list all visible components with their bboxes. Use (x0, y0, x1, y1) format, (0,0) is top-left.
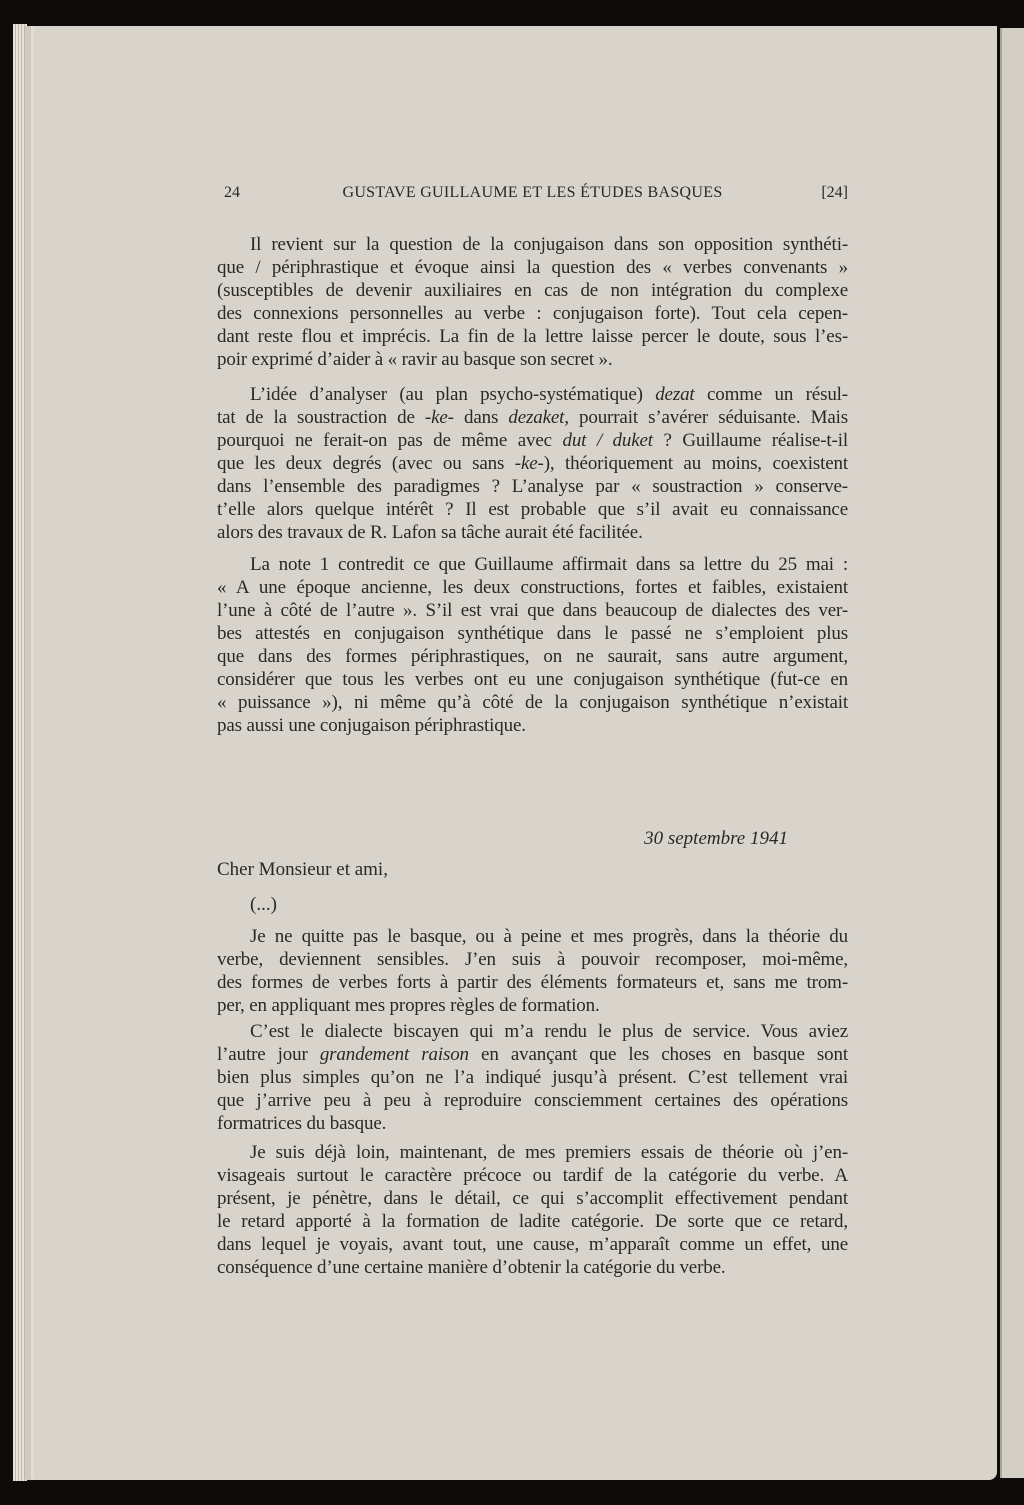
text-span: ), théoriquement au moins, coexistent (543, 453, 848, 474)
text-line (217, 971, 848, 994)
text-span: La note 1 contredit ce que Guillaume affirmait dans sa lettre du 25 mai : (250, 554, 848, 575)
text-span: pourrait s’avérer séduisante. Mais (568, 407, 848, 428)
text-span: que dans des formes périphrastiques, on ne saurait, sans autre argument, (217, 646, 848, 667)
page-number: 24 (224, 184, 240, 201)
italic-term: dut / duket (562, 430, 653, 451)
text-span: dans lequel je voyais, avant tout, une cause, m’apparaît comme un effet, une (217, 1234, 848, 1255)
text-span: alors des travaux de R. Lafon sa tâche aurait été facilitée. (217, 522, 643, 543)
text-span: que j’arrive peu à peu à reproduire consciemment certaines des opérations (217, 1090, 848, 1111)
text-line (217, 1233, 848, 1256)
text-span: l’une à côté de l’autre ». S’il est vrai que dans beaucoup de dialectes des ver- (217, 600, 848, 621)
text-line (217, 714, 848, 737)
letter-salutation: Cher Monsieur et ami, (217, 859, 388, 880)
text-line (217, 576, 848, 599)
letter-paragraph (217, 925, 848, 1017)
text-line (217, 1043, 848, 1066)
paragraph (217, 553, 848, 737)
text-span: (susceptibles de devenir auxiliaires en cas de non intégration du complexe (217, 280, 848, 301)
text-span: formatrices du basque. (217, 1113, 387, 1134)
text-line (217, 645, 848, 668)
text-line (217, 1020, 848, 1043)
text-span: des connexions personnelles au verbe : conjugaison forte). Tout cela cepen- (217, 303, 848, 324)
text-span: verbe, deviennent sensibles. J’en suis à pouvoir recomposer, moi-même, (217, 949, 848, 970)
text-line (217, 1164, 848, 1187)
text-span: l’autre jour (217, 1044, 320, 1065)
text-line (217, 383, 848, 406)
letter-date: 30 septembre 1941 (644, 828, 788, 849)
text-span: en avançant que les choses en basque sont (468, 1044, 848, 1065)
text-line (217, 256, 848, 279)
text-span: Je suis déjà loin, maintenant, de mes premiers essais de théorie où j’en- (250, 1142, 848, 1163)
bracket-page-number: [24] (821, 184, 848, 201)
italic-term: grandement raison (319, 1044, 469, 1065)
text-line (217, 1210, 848, 1233)
text-span: bes attestés en conjugaison synthétique dans le passé ne s’emploient plus (217, 623, 848, 644)
text-line (217, 406, 848, 429)
text-line (217, 475, 848, 498)
text-line (217, 302, 848, 325)
text-span: Il revient sur la question de la conjugaison dans son opposition synthéti- (250, 234, 848, 255)
text-line (217, 279, 848, 302)
text-line (217, 925, 848, 948)
text-line (217, 1256, 848, 1279)
text-span: considérer que tous les verbes ont eu une conjugaison synthétique (fut-ce en (217, 669, 848, 690)
italic-term: dezaket, (508, 407, 569, 428)
text-line (217, 622, 848, 645)
text-span: tat de la soustraction de (217, 407, 425, 428)
text-line (217, 1187, 848, 1210)
running-title: GUSTAVE GUILLAUME ET LES ÉTUDES BASQUES (342, 184, 723, 201)
text-line (217, 948, 848, 971)
text-span: comme un résul- (694, 384, 848, 405)
text-line (217, 1141, 848, 1164)
paragraph (217, 233, 848, 371)
italic-term: dezat (655, 384, 695, 405)
text-span: que / périphrastique et évoque ainsi la question des « verbes convenants » (217, 257, 848, 278)
text-line (217, 233, 848, 256)
text-line (217, 452, 848, 475)
text-line (217, 599, 848, 622)
text-span: dans (453, 407, 509, 428)
letter-paragraph (217, 1141, 848, 1279)
facing-page-edge (1000, 28, 1024, 1478)
text-span: des formes de verbes forts à partir des éléments formateurs et, sans me trom- (217, 972, 848, 993)
letter-paragraph (217, 1020, 848, 1135)
text-span: Je ne quitte pas le basque, ou à peine et mes progrès, dans la théorie du (250, 926, 848, 947)
text-line (217, 498, 848, 521)
text-span: t’elle alors quelque intérêt ? Il est probable que s’il avait eu connaissance (217, 499, 848, 520)
text-span: que les deux degrés (avec ou sans (217, 453, 515, 474)
italic-term: -ke- (514, 453, 544, 474)
text-line (217, 553, 848, 576)
omission-marker: (...) (250, 894, 277, 915)
text-span: pas aussi une conjugaison périphrastique. (217, 715, 526, 736)
text-span: présent, je pénètre, dans le détail, ce qui s’accomplit effectivement pendant (217, 1188, 848, 1209)
text-span: L’idée d’analyser (au plan psycho-systématique) (250, 384, 656, 405)
text-span: conséquence d’une certaine manière d’obtenir la catégorie du verbe. (217, 1257, 726, 1278)
text-span: per, en appliquant mes propres règles de formation. (217, 995, 600, 1016)
text-span: le retard apporté à la formation de ladite catégorie. De sorte que ce retard, (217, 1211, 848, 1232)
text-line (217, 1089, 848, 1112)
text-span: dant reste flou et imprécis. La fin de la lettre laisse percer le doute, sous l’es- (217, 326, 848, 347)
text-span: ? Guillaume réalise-t-il (652, 430, 848, 451)
text-line (217, 1112, 848, 1135)
paragraph (217, 383, 848, 544)
text-line (217, 348, 848, 371)
text-span: C’est le dialecte biscayen qui m’a rendu le plus de service. Vous aviez (250, 1021, 848, 1042)
text-line (217, 521, 848, 544)
text-line (217, 1066, 848, 1089)
running-header (217, 184, 848, 206)
text-span: « puissance »), ni même qu’à côté de la conjugaison synthétique n’existait (217, 692, 848, 713)
text-line (217, 668, 848, 691)
text-span: « A une époque ancienne, les deux constructions, fortes et faibles, existaient (217, 577, 848, 598)
text-line (217, 994, 848, 1017)
text-line (217, 325, 848, 348)
text-span: visageais surtout le caractère précoce ou tardif de la catégorie du verbe. A (217, 1165, 848, 1186)
text-span: pourquoi ne ferait-on pas de même avec (217, 430, 563, 451)
text-span: poir exprimé d’aider à « ravir au basque son secret ». (217, 349, 613, 370)
italic-term: -ke- (424, 407, 454, 428)
text-span: bien plus simples qu’on ne l’a indiqué jusqu’à présent. C’est tellement vrai (217, 1067, 848, 1088)
text-line (217, 691, 848, 714)
text-span: dans l’ensemble des paradigmes ? L’analyse par « soustraction » conserve- (217, 476, 848, 497)
text-line (217, 429, 848, 452)
